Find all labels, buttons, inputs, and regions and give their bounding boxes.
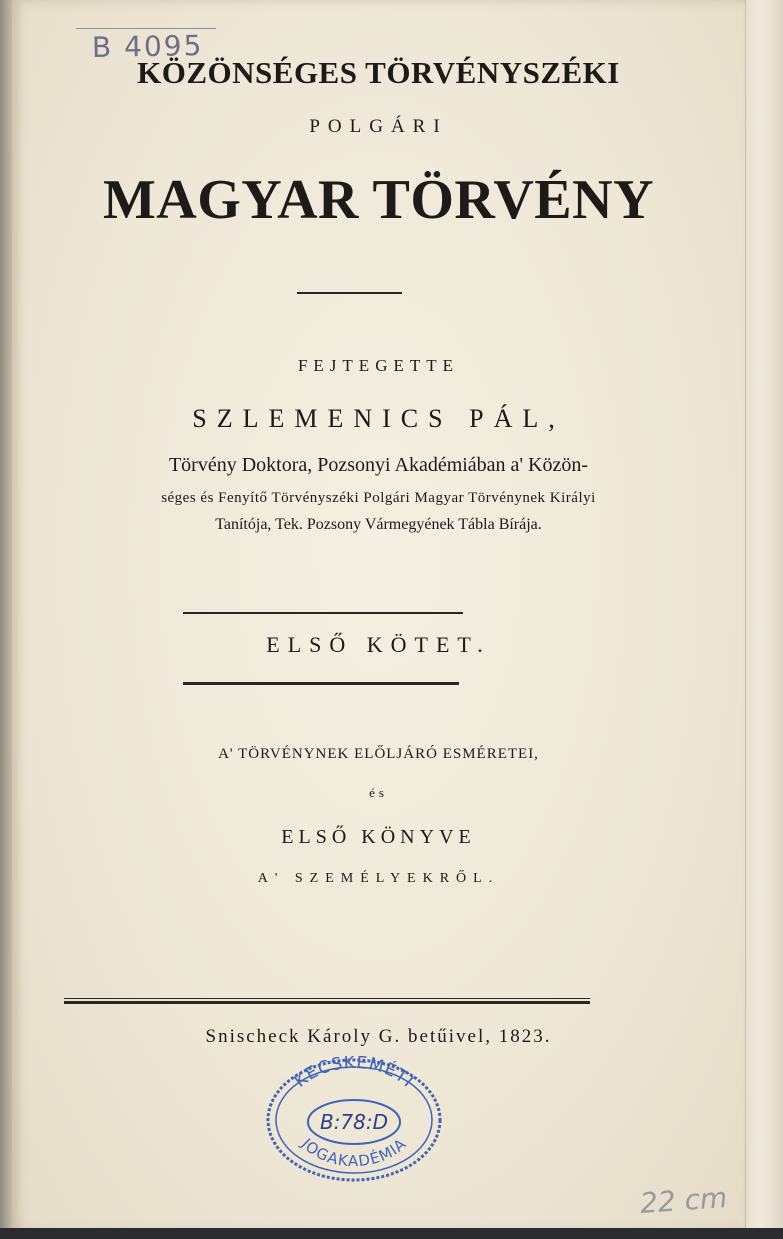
page-edge-right	[745, 0, 783, 1239]
shelfmark-label: B 4095	[91, 29, 204, 64]
title-rule	[297, 292, 402, 294]
stamp-bottom-text: JOGAKADÉMIA	[297, 1134, 411, 1171]
imprint-line: Snischeck Károly G. betűivel, 1823.	[205, 1026, 552, 1047]
author-description-line-3: Tanítója, Tek. Pozsony Vármegyének Tábla Bírája.	[215, 516, 542, 533]
contents-line-3: ELSŐ KÖNYVE	[281, 826, 476, 848]
stamp-top-text: KECSKEMÉTI	[290, 1056, 418, 1092]
imprint-rule-thin	[64, 998, 590, 999]
volume-label: ELSŐ KÖTET.	[266, 632, 491, 657]
contents-line-4: A' SZEMÉLYEKRŐL.	[257, 871, 500, 886]
contents-line-1: A' TÖRVÉNYNEK ELŐLJÁRÓ ESMÉRETEI,	[218, 746, 539, 762]
pencil-note: 22 cm	[638, 1180, 729, 1221]
title-line-1: KÖZÖNSÉGES TÖRVÉNYSZÉKI	[137, 55, 620, 90]
author-description-line-1: Törvény Doktora, Pozsonyi Akadémiában a' Közön-	[168, 454, 589, 476]
imprint-rule-thick	[64, 1001, 590, 1004]
author-name: SZLEMENICS PÁL,	[192, 404, 565, 433]
stamp-seal-icon	[264, 1056, 444, 1184]
title-line-2: POLGÁRI	[309, 116, 448, 137]
contents-line-2: és	[369, 785, 388, 800]
volume-rule-bottom	[183, 682, 459, 685]
stamp-center-text: B:78:D	[319, 1110, 389, 1134]
svg-text:KECSKEMÉTI	[291, 1056, 418, 1092]
volume-rule-top	[183, 612, 463, 614]
main-title: MAGYAR TÖRVÉNY	[102, 169, 655, 231]
svg-text:JOGAKADÉMIA	[297, 1134, 410, 1170]
author-intro: FEJTEGETTE	[297, 356, 460, 375]
library-stamp	[264, 1056, 444, 1184]
author-description-line-2: séges és Fenyítő Törvényszéki Polgári Magyar Törvénynek Királyi	[161, 490, 596, 506]
bottom-edge	[0, 1228, 783, 1239]
